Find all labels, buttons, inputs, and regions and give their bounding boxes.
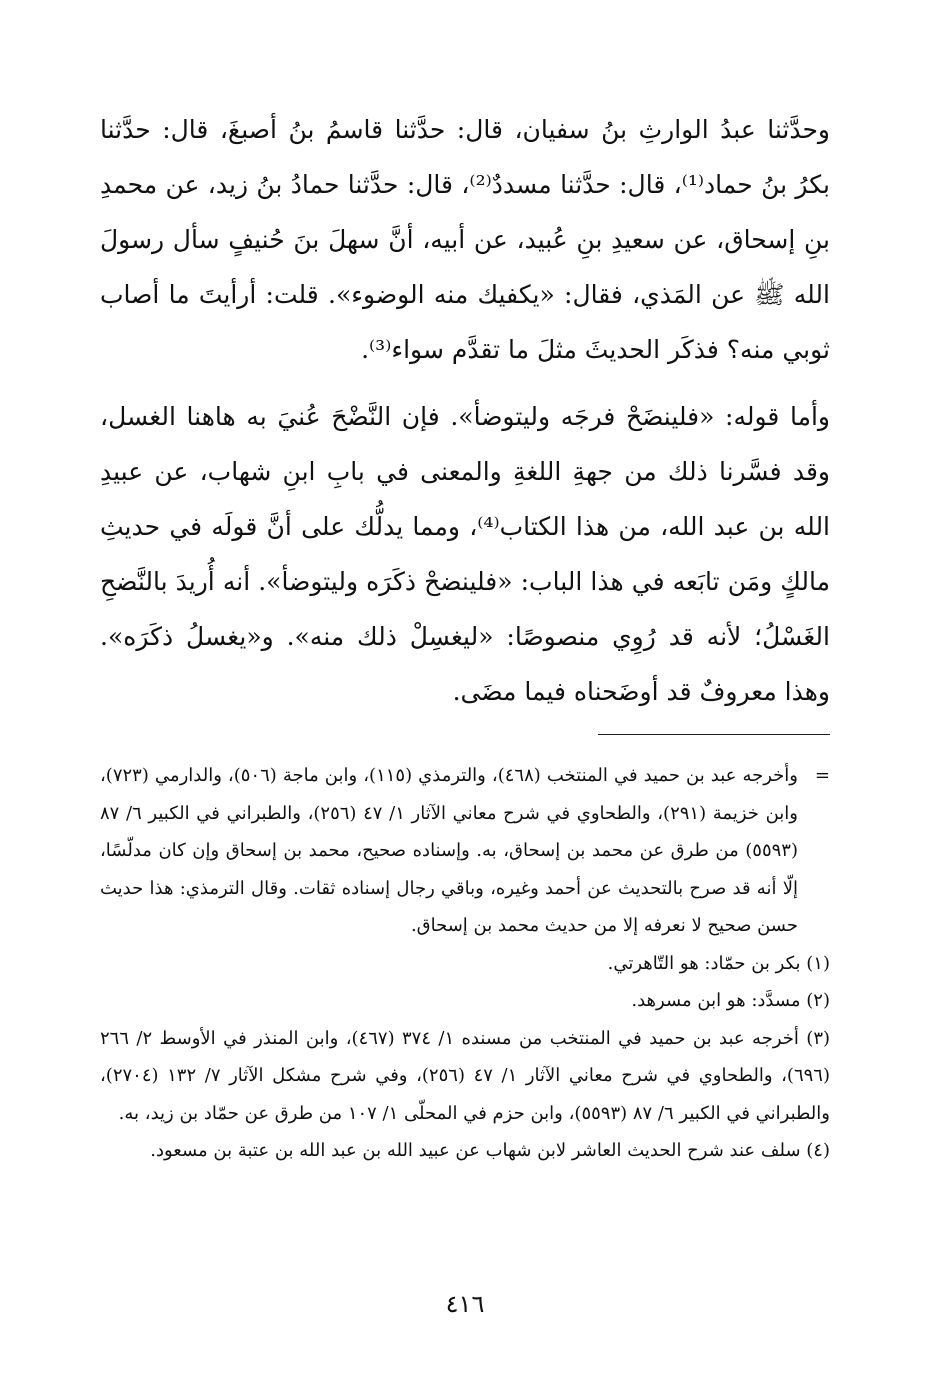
main-paragraph: وحدَّثنا عبدُ الوارثِ بنُ سفيان، قال: حدَّثنا قاسمُ بنُ أصبغَ، قال: حدَّثنا بكرُ بنُ حماد⁽¹⁾، قال: حدَّثنا مسددٌ⁽²⁾، قال: حدَّثنا حمادُ بنُ زيد، عن محمدِ بنِ إسحاق، عن سعيدِ بنِ عُبيد، عن أبيه، أنَّ سهلَ بنَ حُنيفٍ سأل رسولَ الله ﷺ عن المَذي، فقال: «يكفيك منه الوضوء». قلت: أرأيتَ ما أصاب ثوبي منه؟ فذكَر الحديثَ مثلَ ما تقدَّم سواء⁽³⁾. [100, 115, 830, 364]
footnote-4: (٤) سلف عند شرح الحديث العاشر لابن شهاب عن عبيد الله بن عبد الله بن عتبة بن مسعود. [150, 1140, 830, 1161]
main-paragraph: وأما قوله: «فلينضَحْ فرجَه وليتوضأ». فإن النَّضْحَ عُنيَ به هاهنا الغسل، وقد فسَّرنا ذلك من جهةِ اللغةِ والمعنى في بابِ ابنِ شهاب، عن عبيدِ الله بن عبد الله، من هذا الكتاب⁽⁴⁾، ومما يدلُّك على أنَّ قولَه في حديثِ مالكٍ ومَن تابَعه في هذا الباب: «فلينضحْ ذكَرَه وليتوضأ». أنه أُريدَ بالنَّضحِ الغَسْلُ؛ لأنه قد رُوِي منصوصًا: «ليغسِلْ ذلك منه». و«يغسلُ ذكَرَه». وهذا معروفٌ قد أوضَحناه فيما مضَى. [100, 402, 831, 706]
main-text [100, 102, 830, 719]
footnote-2: (٢) مسدَّد: هو ابن مسرهد. [631, 990, 830, 1011]
footnote-continuation-text: وأخرجه عبد بن حميد في المنتخب (٤٦٨)، والترمذي (١١٥)، وابن ماجة (٥٠٦)، والدارمي (٧٢٣)، وابن خزيمة (٢٩١)، والطحاوي في شرح معاني الآثار ١/ ٤٧ (٢٥٦)، والطبراني في الكبير ٦/ ٨٧ (٥٥٩٣) من طرق عن محمد بن إسحاق، به. وإسناده صحيح، محمد بن إسحاق وإن كان مدلّسًا، إلّا أنه قد صرح بالتحديث عن أحمد وغيره، وباقي رجال إسناده ثقات. وقال الترمذي: هذا حديث حسن صحيح لا نعرفه إلا من حديث محمد بن إسحاق. [100, 765, 798, 936]
footnote-continuation [100, 757, 830, 945]
footnote-1: (١) بكر بن حمّاد: هو التّاهرتي. [607, 952, 830, 974]
page-number: ٤١٦ [445, 1290, 485, 1318]
footnote-3: (٣) أخرجه عبد بن حميد في المنتخب من مسنده ١/ ٣٧٤ (٤٦٧)، وابن المنذر في الأوسط ٢/ ٢٦٦ (٦٩٦)، والطحاوي في شرح معاني الآثار ١/ ٤٧ (٢٥٦)، وفي شرح مشكل الآثار ٧/ ١٣٢ (٢٧٠٤)، والطبراني في الكبير ٦/ ٨٧ (٥٥٩٣)، وابن حزم في المحلّى ١/ ١٠٧ من طرق عن حمّاد بن زيد، به. [100, 1027, 831, 1124]
continuation-marker: = [814, 765, 830, 786]
footnotes [100, 757, 830, 1170]
footnote-separator [598, 734, 830, 735]
